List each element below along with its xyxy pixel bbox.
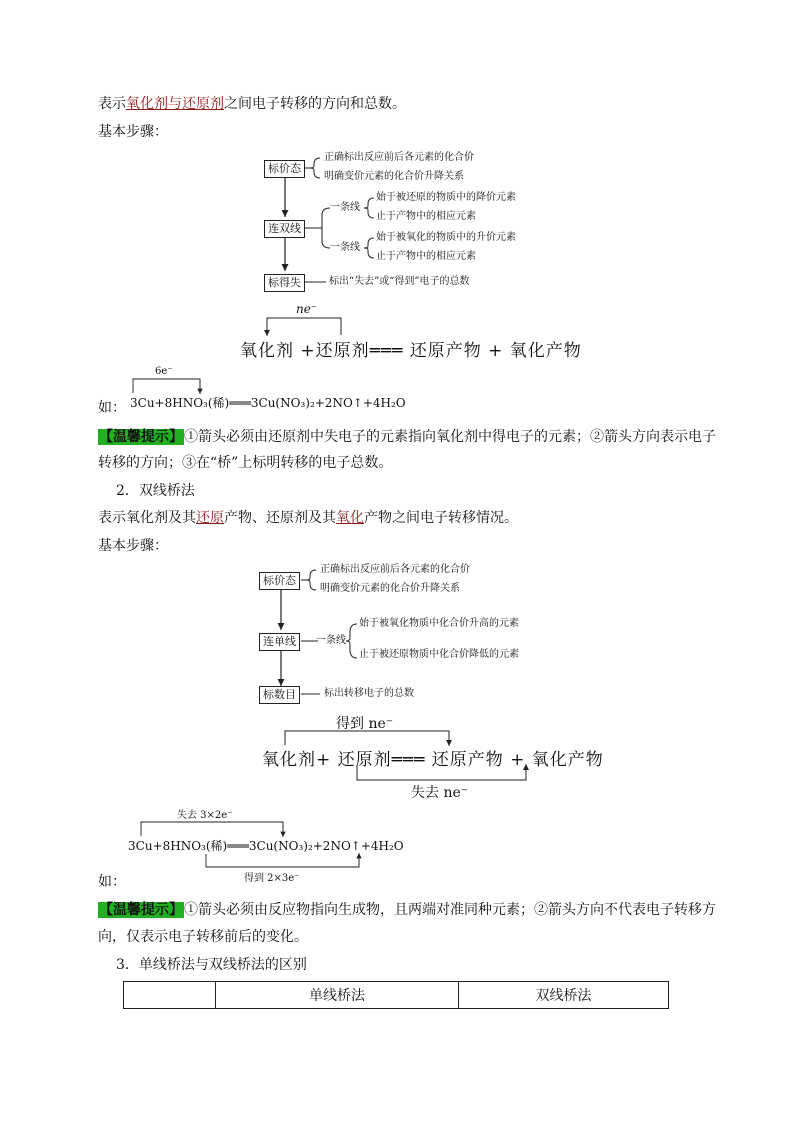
example2-equation: 3Cu+8HNO₃(稀)═══3Cu(NO₃)₂+2NO↑+4H₂O: [128, 839, 404, 853]
scheme1-equation: 氧化剂 +还原剂═══ 还原产物 + 氧化产物: [240, 341, 582, 361]
scheme2-lose: 失去 ne⁻: [411, 785, 469, 801]
tip1-tag: 【温馨提示】: [99, 429, 183, 445]
table-header-cell-empty: [124, 982, 216, 1009]
diagram1-box1-line2: 明确变价元素的化合价升降关系: [324, 171, 464, 182]
diagram2-branch-label: 一条线: [316, 635, 346, 646]
tip1-line2: 转移的方向；③在“桥”上标明转移的电子总数。: [98, 455, 393, 471]
intro-post: 之间电子转移的方向和总数。: [224, 96, 406, 112]
diagram2-branch-line2: 止于被还原物质中化合价降低的元素: [359, 649, 519, 660]
diagram2-branch-line1: 始于被氧化物质中化合价升高的元素: [359, 618, 519, 629]
section2-desc-mid: 产物、还原剂及其: [224, 510, 336, 526]
step2-box-connect-single: 连单线: [259, 633, 300, 651]
step-box-label-valence: 标价态: [264, 160, 305, 178]
step-box-connect-double: 连双线: [264, 220, 305, 238]
diagram1-box1-line1: 正确标出反应前后各元素的化合价: [324, 152, 474, 163]
diagram2-box1-line1: 正确标出反应前后各元素的化合价: [320, 564, 470, 575]
section2-desc: [98, 507, 518, 529]
section2-title: 2．双线桥法: [116, 483, 195, 499]
tip2-line1: [98, 899, 716, 921]
table-header-double-bridge: 双线桥法: [459, 982, 669, 1009]
section2-term-oxidation-link[interactable]: 氧化: [336, 510, 364, 526]
scheme2-gain: 得到 ne⁻: [336, 716, 394, 732]
scheme1-electrons: ne⁻: [296, 302, 318, 316]
step-box-mark-gain-loss: 标得失: [264, 274, 305, 292]
table-header-row: [124, 982, 669, 1009]
tip2-line2: 向，仅表示电子转移前后的变化。: [98, 929, 308, 945]
scheme2-equation: 氧化剂+ 还原剂═══ 还原产物 + 氧化产物: [262, 750, 604, 770]
steps-label-1: 基本步骤：: [98, 124, 168, 140]
example1-equation: 3Cu+8HNO₃(稀)═══3Cu(NO₃)₂+2NO↑+4H₂O: [130, 396, 406, 410]
example2-gain: 得到 2×3e⁻: [244, 873, 300, 884]
step2-box-mark-count: 标数目: [259, 686, 300, 704]
section2-desc-pre: 表示氧化剂及其: [98, 510, 196, 526]
diagram1-branch1-label: 一条线: [330, 202, 360, 213]
diagram1-branch2-line2: 止于产物中的相应元素: [376, 251, 476, 262]
tip2-tag: 【温馨提示】: [99, 902, 183, 918]
example1-electrons: 6e⁻: [155, 366, 173, 377]
diagram1-branch1-line1: 始于被还原的物质中的降价元素: [376, 192, 516, 203]
step2-box-label-valence: 标价态: [259, 572, 300, 590]
intro-term-link[interactable]: 氧化剂与还原剂: [126, 96, 224, 112]
example2-lose: 失去 3×2e⁻: [177, 810, 233, 821]
diagram1-branch2-line1: 始于被氧化的物质中的升价元素: [376, 232, 516, 243]
diagram2-box1-line2: 明确变价元素的化合价升降关系: [320, 583, 460, 594]
section2-term-reduction-link[interactable]: 还原: [196, 510, 224, 526]
section3-title: 3．单线桥法与双线桥法的区别: [116, 957, 307, 973]
diagram2-box3-text: 标出转移电子的总数: [324, 688, 414, 699]
example2-label: 如：: [98, 874, 126, 890]
diagram1-branch1-line2: 止于产物中的相应元素: [376, 211, 476, 222]
tip2-text1: ①箭头必须由反应物指向生成物，且两端对准同种元素；②箭头方向不代表电子转移方: [184, 902, 716, 918]
tip1-line1: [98, 426, 716, 448]
steps-label-2: 基本步骤：: [98, 538, 168, 554]
intro-pre: 表示: [98, 96, 126, 112]
diagram1-box3-text: 标出“失去”或“得到”电子的总数: [329, 276, 470, 287]
section2-desc-post: 产物之间电子转移情况。: [364, 510, 518, 526]
diagram1-branch2-label: 一条线: [330, 242, 360, 253]
example1-label: 如：: [98, 400, 126, 416]
comparison-table: [123, 981, 669, 1009]
tip1-text1: ①箭头必须由还原剂中失电子的元素指向氧化剂中得电子的元素；②箭头方向表示电子: [184, 429, 716, 445]
table-header-single-bridge: 单线桥法: [216, 982, 459, 1009]
